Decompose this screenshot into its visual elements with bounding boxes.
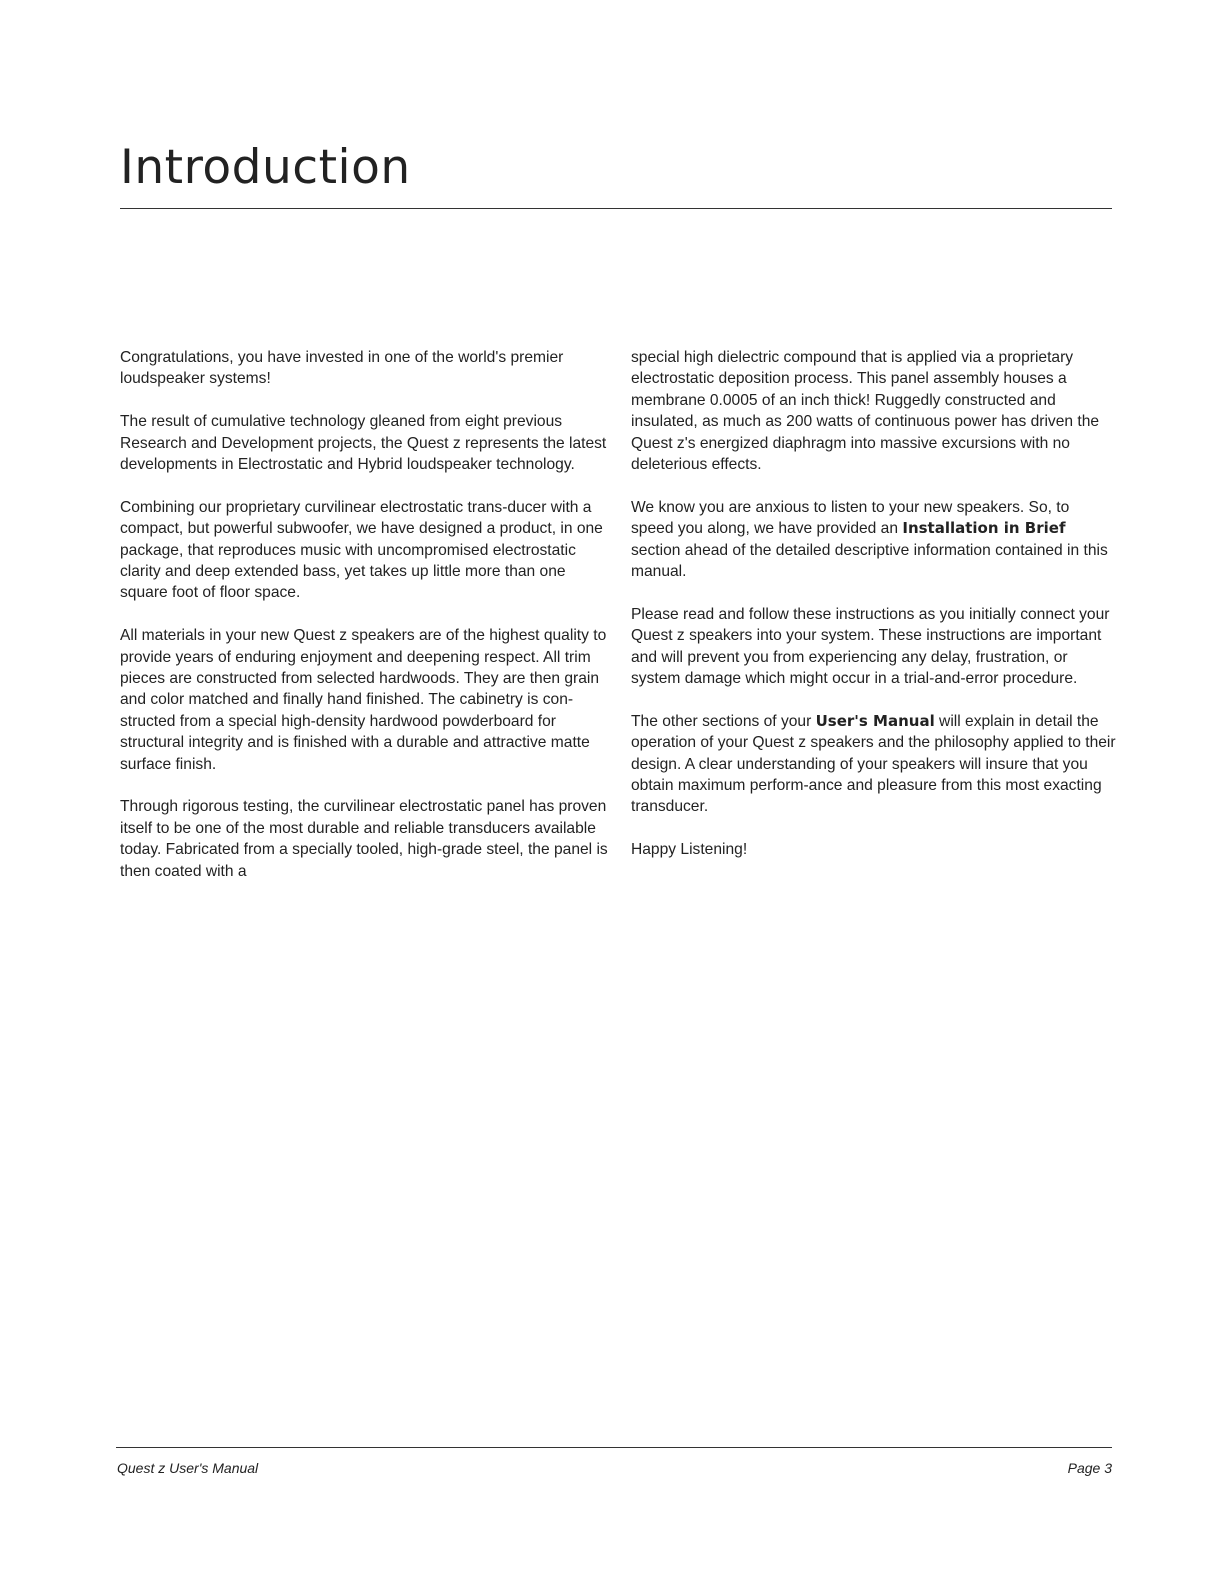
paragraph-happy-listening: Happy Listening! [631,841,748,859]
users-manual-emphasis: User's Manual [815,711,935,730]
manual-text-after: will explain in detail the operation of your Quest z speakers and the philosophy applied to their design. A clear understanding of your speakers will insure that you obtain maximum perform-ance and pleasure from this most exacting transducer. [631,712,1116,816]
paragraph-read-instructions: Please read and follow these instructions as you initially connect your Quest z speakers into your system. These instructions are important and will prevent you from experiencing any delay, frustration, or system damage which might occur in a trial-and-error procedure. [631,605,1110,688]
paragraph-congratulations: Congratulations, you have invested in one of the world's premier loudspeaker systems! [120,349,564,388]
page-title: Introduction [120,140,411,195]
footer-page-number: Page 3 [1067,1460,1112,1476]
footer-manual-title: Quest z User's Manual [117,1460,259,1476]
paragraph-installation-in-brief [631,497,1116,583]
installation-text-before: We know you are anxious to listen to your new speakers. So, to speed you along, we have provided an [631,498,1070,538]
paragraph-dielectric: special high dielectric compound that is applied via a proprietary electrostatic deposition process. This panel assembly houses a membrane 0.0005 of an inch thick! Ruggedly constructed and insulated, as much as 200 watts of continuous power has driven the Quest z's energized diaphragm into massive excursions with no deleterious effects. [631,349,1100,474]
installation-text-after: section ahead of the detailed descriptive information contained in this manual. [631,541,1108,581]
paragraph-combining: Combining our proprietary curvilinear electrostatic trans-ducer with a compact, but powerful subwoofer, we have designed a product, in one package, that reproduces music with uncompromised electrostatic clarity and deep extended bass, yet takes up little more than one square foot of floor space. [120,498,603,602]
installation-in-brief-emphasis: Installation in Brief [902,519,1066,538]
left-column [120,347,610,903]
footer-divider [116,1447,1112,1448]
paragraph-testing: Through rigorous testing, the curvilinear electrostatic panel has proven itself to be one of the most durable and reliable transducers available today. Fabricated from a specially tooled, high-grade steel, the panel is then coated with a [120,798,608,880]
manual-text-before: The other sections of your [631,712,816,730]
paragraph-materials: All materials in your new Quest z speakers are of the highest quality to provide years of enduring enjoyment and deepening respect. All trim pieces are constructed from selected hardwoods. They are then grain and color matched and finally hand finished. The cabinetry is con-structed from a special high-density hardwood powderboard for structural integrity and is finished with a durable and attractive matte surface finish. [120,627,607,773]
paragraph-cumulative-technology: The result of cumulative technology gleaned from eight previous Research and Development projects, the Quest z represents the latest developments in Electrostatic and Hybrid loudspeaker technology. [120,413,607,474]
right-column [631,347,1116,882]
paragraph-users-manual [631,711,1116,818]
title-divider [120,208,1112,209]
